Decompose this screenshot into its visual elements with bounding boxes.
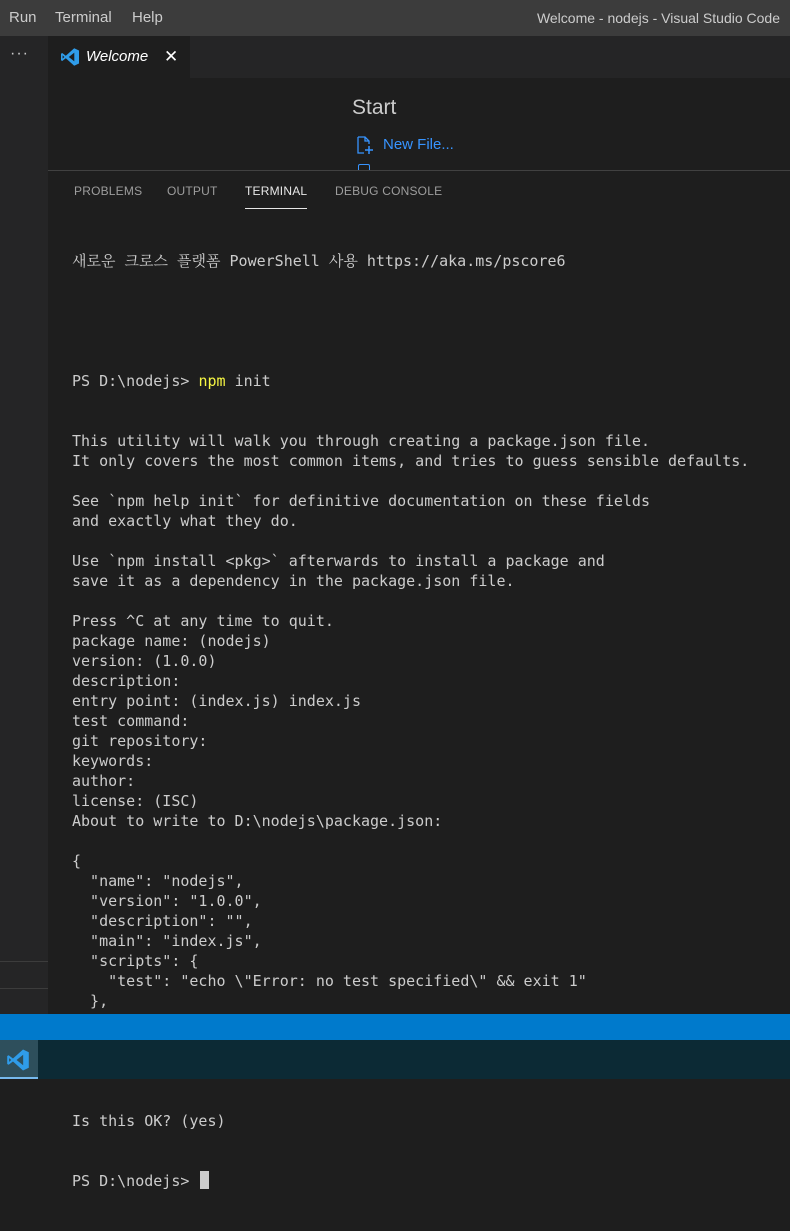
terminal-command-name: npm [198, 372, 226, 390]
terminal-line: }, [72, 992, 109, 1010]
terminal-line: "name": "nodejs", [72, 872, 244, 890]
menu-terminal[interactable]: Terminal [55, 9, 112, 26]
terminal-line: "description": "", [72, 912, 253, 930]
terminal-line [72, 531, 788, 551]
sidebar-divider [0, 961, 48, 962]
editor-tab-bar [48, 36, 790, 78]
terminal-line: See `npm help init` for definitive documentation on these fields [72, 492, 650, 510]
terminal-line: It only covers the most common items, and tries to guess sensible defaults. [72, 452, 750, 470]
terminal-command-line [72, 371, 788, 391]
terminal-line: "main": "index.js", [72, 932, 262, 950]
terminal-line: package name: (nodejs) [72, 632, 271, 650]
terminal-final-line [72, 1171, 788, 1191]
bottom-panel [48, 170, 790, 1190]
vscode-logo-icon [60, 47, 80, 72]
tab-output[interactable]: OUTPUT [167, 184, 218, 198]
terminal-line: and exactly what they do. [72, 512, 298, 530]
start-heading: Start [352, 96, 397, 119]
terminal-line [72, 831, 788, 851]
terminal-line: "test": "echo \"Error: no test specified\" && exit 1" [72, 972, 587, 990]
window-title: Welcome - nodejs - Visual Studio Code [536, 10, 780, 26]
menu-help[interactable]: Help [132, 9, 163, 26]
tab-welcome[interactable] [48, 36, 190, 78]
terminal-line [72, 591, 788, 611]
terminal-line: { [72, 852, 82, 870]
welcome-editor [48, 78, 790, 170]
terminal-line: test command: [72, 712, 190, 730]
menu-run[interactable]: Run [9, 9, 37, 26]
terminal-line [72, 1091, 788, 1111]
vscode-taskbar-button[interactable] [0, 1040, 38, 1079]
terminal-line [72, 471, 788, 491]
terminal-command-args: init [234, 372, 271, 390]
terminal-prompt: PS D:\nodejs> [72, 372, 190, 390]
terminal-line: author: [72, 772, 136, 790]
tab-terminal[interactable]: TERMINAL [245, 171, 307, 209]
terminal-line: Press ^C at any time to quit. [72, 612, 334, 630]
terminal-cursor [200, 1171, 209, 1189]
terminal-blank-line [72, 311, 788, 331]
terminal-line: Is this OK? (yes) [72, 1112, 226, 1130]
terminal-line: entry point: (index.js) index.js [72, 692, 361, 710]
sidebar-divider [0, 988, 48, 989]
terminal-banner: 새로운 크로스 플랫폼 PowerShell 사용 https://aka.ms/pscore6 [72, 252, 566, 270]
terminal-line: This utility will walk you through creating a package.json file. [72, 432, 650, 450]
vscode-taskbar-icon [6, 1048, 30, 1077]
new-file-label: New File... [383, 136, 454, 153]
terminal-line: version: (1.0.0) [72, 652, 217, 670]
terminal-line: git repository: [72, 732, 208, 750]
terminal-line: keywords: [72, 752, 154, 770]
tab-debug-console[interactable]: DEBUG CONSOLE [335, 184, 443, 198]
title-bar [0, 0, 790, 36]
more-actions-icon[interactable]: ··· [10, 45, 29, 62]
activity-sidebar [0, 36, 48, 1014]
new-file-icon [354, 135, 374, 159]
terminal-final-prompt: PS D:\nodejs> [72, 1172, 190, 1190]
terminal-line: description: [72, 672, 181, 690]
terminal-line: Use `npm install <pkg>` afterwards to install a package and [72, 552, 605, 570]
terminal-line: "scripts": { [72, 952, 199, 970]
close-icon[interactable]: ✕ [164, 47, 179, 66]
terminal-line: license: (ISC) [72, 792, 199, 810]
terminal-line: save it as a dependency in the package.json file. [72, 572, 515, 590]
terminal-line: "version": "1.0.0", [72, 892, 262, 910]
os-taskbar [0, 1040, 790, 1079]
terminal-output[interactable] [72, 211, 788, 1190]
terminal-line: About to write to D:\nodejs\package.json: [72, 812, 443, 830]
status-bar [0, 1014, 790, 1040]
tab-problems[interactable]: PROBLEMS [74, 184, 143, 198]
tab-label: Welcome [86, 48, 149, 65]
